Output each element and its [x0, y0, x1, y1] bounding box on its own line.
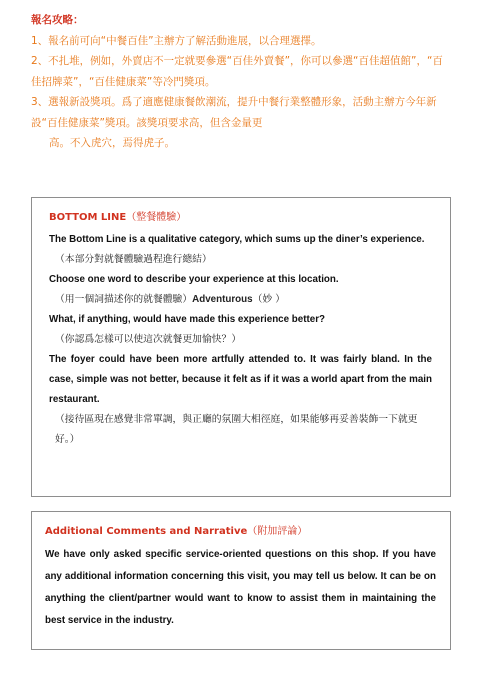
additional-title-cn: （附加評論）: [247, 526, 308, 537]
bottom-line-title: [49, 211, 432, 225]
question-one-answer-cn: （妙 ）: [252, 294, 286, 305]
answer-two-cn: （接待區現在感覺非常單調，與正廳的氛圍大相徑庭，如果能够再妥善裝飾一下就更好。）: [55, 414, 418, 445]
question-one-cn-line: [49, 290, 432, 310]
additional-body: We have only asked specific service-oriented questions on this shop. If you have any additional information concerning this visit, you may tell us below. It can be on anything the client/partner would want to know to assist them in maintaining the best service in the industry.: [45, 549, 436, 626]
answer-two: The foyer could have been more artfully attended to. It was fairly bland. In the case, simple was not better, because it felt as if it was a world apart from the main restaurant.: [49, 354, 432, 405]
bottom-line-title-cn: （整餐體驗）: [126, 212, 187, 223]
tip-item: 2、不扎堆，例如，外賣店不一定就要參選“百佳外賣餐”，你可以參選“百佳超值館”，“百佳招牌菜”，“百佳健康菜”等冷門獎項。: [31, 55, 443, 88]
additional-title: [45, 525, 436, 539]
additional-comments-section: [31, 511, 451, 650]
bottom-line-section: [31, 197, 451, 497]
question-one-answer: Adventurous: [192, 294, 253, 305]
tip-item: 高。不入虎穴，焉得虎子。: [49, 137, 175, 149]
bottom-line-intro: The Bottom Line is a qualitative category, which sums up the diner’s experience.: [49, 234, 425, 245]
registration-tips: [31, 10, 451, 154]
tips-title: 報名攻略：: [31, 14, 84, 26]
question-two: What, if anything, would have made this experience better?: [49, 314, 325, 325]
tip-item: 3、選報新設獎項。爲了適應健康餐飲潮流，提升中餐行業整體形象，活動主辦方今年新設“百佳健康菜”獎項。該獎項要求高，但含金量更: [31, 96, 437, 129]
question-two-cn: （你認爲怎樣可以使這次就餐更加愉快？）: [55, 334, 242, 345]
bottom-line-title-en: BOTTOM LINE: [49, 212, 127, 223]
additional-title-en: Additional Comments and Narrative: [45, 526, 248, 537]
tip-item: 1、報名前可向“中餐百佳”主辦方了解活動進展，以合理選擇。: [31, 34, 322, 47]
bottom-line-intro-cn: （本部分對就餐體驗過程進行總結）: [55, 254, 212, 265]
question-one: Choose one word to describe your experience at this location.: [49, 274, 339, 285]
question-one-cn: （用一個詞描述你的就餐體驗）: [55, 294, 193, 305]
